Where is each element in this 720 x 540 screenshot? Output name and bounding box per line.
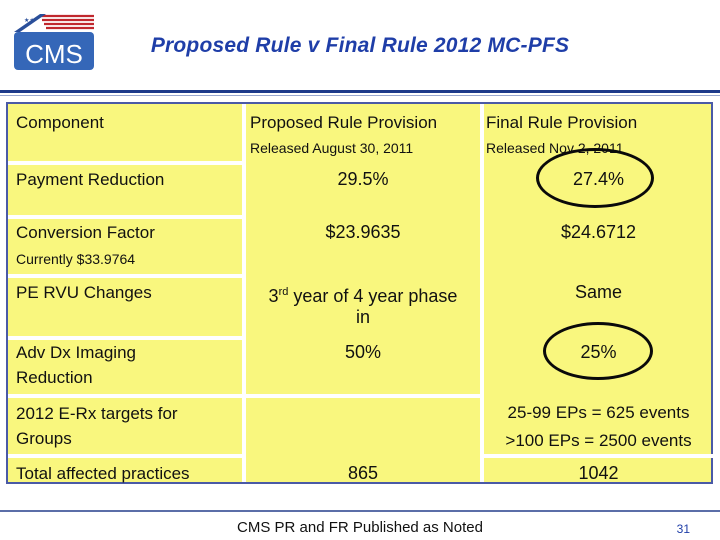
row-payment-reduction-final: 27.4% <box>572 169 625 189</box>
row-erx-final-line2: >100 EPs = 2500 events <box>505 431 692 450</box>
svg-text:★★: ★★ <box>24 17 35 24</box>
title-rule-thin <box>0 95 720 96</box>
page-title: Proposed Rule v Final Rule 2012 MC-PFS <box>150 34 570 57</box>
row-adv-dx-label-line2: Reduction <box>16 368 93 387</box>
header-component: Component <box>16 113 104 132</box>
row-divider <box>8 274 242 278</box>
row-payment-reduction-label: Payment Reduction <box>16 170 165 189</box>
row-divider <box>246 394 480 398</box>
row-pe-rvu-proposed-line2: in <box>355 307 370 327</box>
row-total-final: 1042 <box>578 463 619 483</box>
header-proposed-date: Released August 30, 2011 <box>250 140 414 156</box>
row-divider <box>8 394 242 398</box>
ordinal-suffix: rd <box>278 286 289 298</box>
row-conversion-factor-final: $24.6712 <box>560 222 637 242</box>
row-total-proposed: 865 <box>347 463 379 483</box>
logo-text: CMS <box>25 39 83 69</box>
row-erx-label-line2: Groups <box>16 429 72 448</box>
page-number: 31 <box>676 522 690 536</box>
highlight-circle <box>536 148 654 208</box>
row-erx-final: 25-99 EPs = 625 events <box>507 403 690 422</box>
row-erx-label: 2012 E-Rx targets for <box>16 404 178 423</box>
row-payment-reduction-proposed: 29.5% <box>337 169 389 189</box>
header-final: Final Rule Provision <box>486 113 638 132</box>
title-rule <box>0 90 720 93</box>
row-conversion-factor-proposed: $23.9635 <box>325 222 401 242</box>
row-pe-rvu-final: Same <box>574 282 623 302</box>
row-divider <box>8 161 242 165</box>
row-pe-rvu-label: PE RVU Changes <box>16 283 152 302</box>
header-final-date: Released Nov 2, 2011 <box>486 140 624 156</box>
row-total-label: Total affected practices <box>16 464 190 483</box>
row-adv-dx-proposed: 50% <box>344 342 382 362</box>
row-divider <box>484 454 713 458</box>
highlight-circle <box>543 322 653 380</box>
proposed-text: year of 4 year phase <box>288 286 458 306</box>
row-divider <box>8 454 242 458</box>
row-adv-dx-label: Adv Dx Imaging <box>16 343 136 362</box>
row-divider <box>8 215 242 219</box>
header-proposed: Proposed Rule Provision <box>250 113 438 132</box>
ordinal-number: 3 <box>268 286 279 306</box>
row-conversion-factor-current: Currently $33.9764 <box>16 251 136 267</box>
row-adv-dx-final: 25% <box>580 342 617 362</box>
footer-note: CMS PR and FR Published as Noted <box>237 519 483 536</box>
row-conversion-factor-label: Conversion Factor <box>16 223 155 242</box>
footer-rule <box>0 510 720 512</box>
